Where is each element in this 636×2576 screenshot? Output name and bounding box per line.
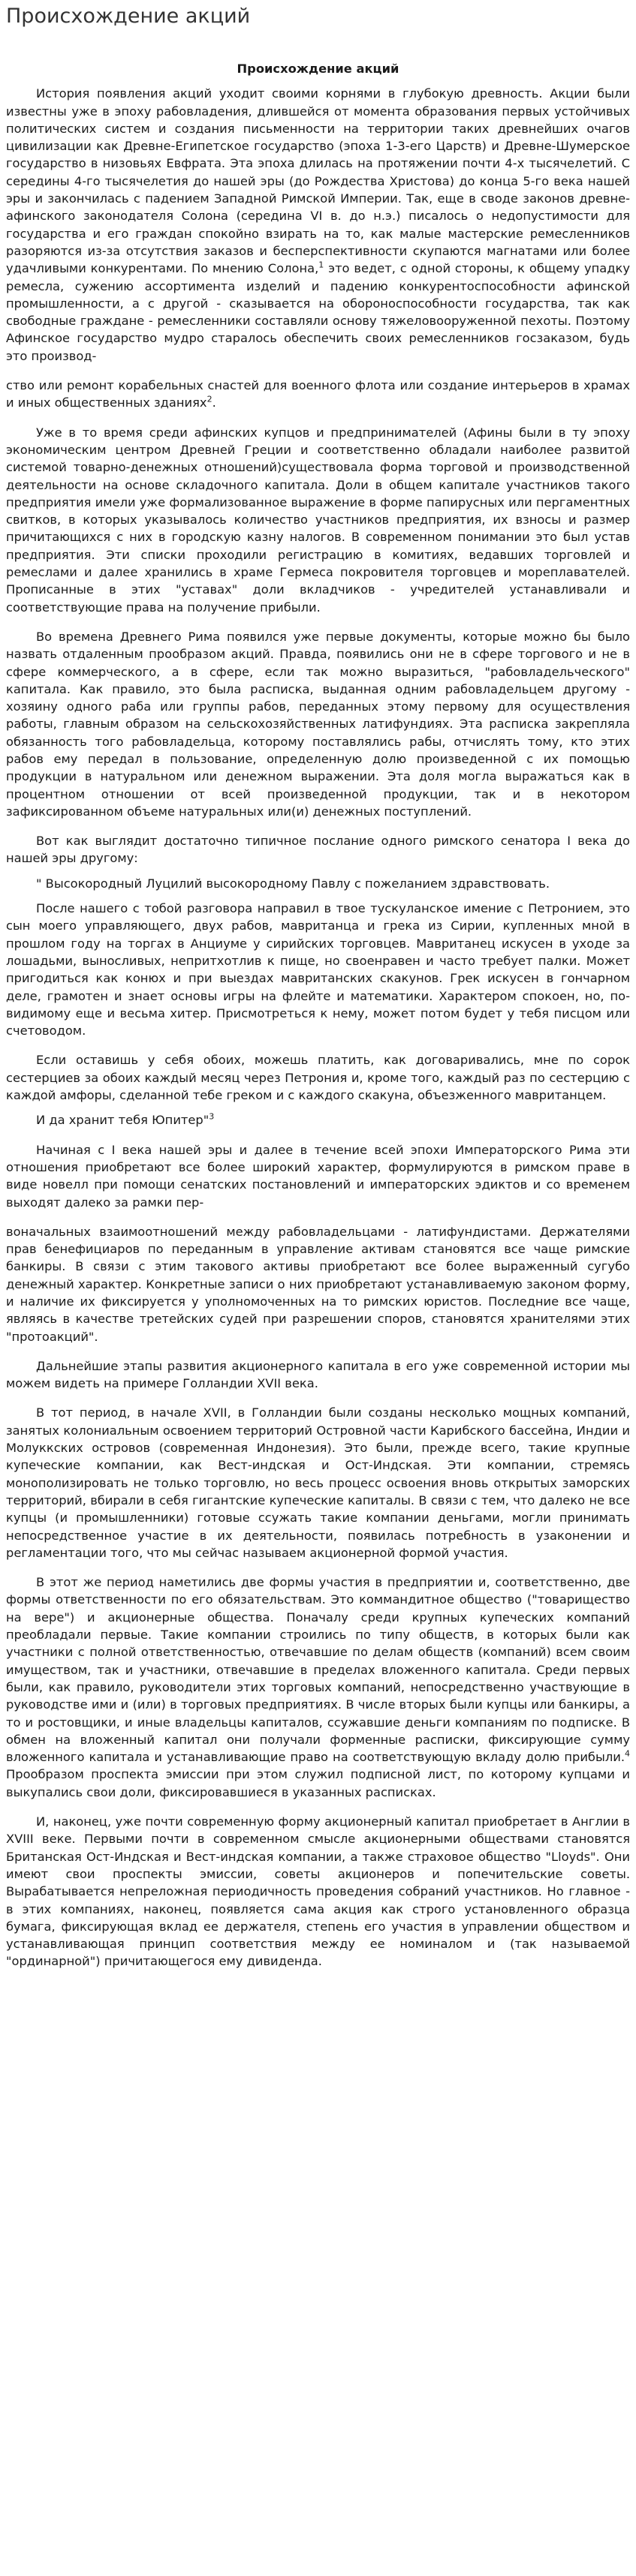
document-body xyxy=(0,39,636,2571)
page-heading: Происхождение акций xyxy=(6,5,251,28)
paragraph-letter-intro: Вот как выглядит достаточно типичное послание одного римского сенатора I века до нашей эры другому: xyxy=(6,834,630,866)
paragraph-intro: История появления акций уходит своими корнями в глубокую древность. Акции были известны уже в эпоху рабовладения, длившейся от момента образования первых устойчивых политических систем и создания письменности на территории таких древнейших очагов цивилизации как Древне-Египетское государство (эпоха 1-3-его Царств) и Древне-Шумерское государство в низовьях Евфрата. Эта эпоха длилась на протяжении почти 4-х тысячелетий. С середины 4-го тысячелетия до нашей эры (до Рождества Христова) до конца 5-го века нашей эры и закончилась с падением Западной Римской Империи. Так, еще в своде законов древне-афинского законодателя Солона (середина VI в. до н.э.) писалось о недопустимости для государства и его граждан спокойно взирать на то, как малые мастерские ремесленников разоряются из-за отсутствия заказов и бесперспективности скупаются магнатами или более удачливыми конкурентами. По мнению Солона,$^1$ это ведет, с одной стороны, к общему упадку ремесла, сужению ассортимента изделий и падению конкурентоспособности афинской промышленности, а с другой - сказывается на обороноспособности государства, так как свободные граждане - ремесленники составляли основу тяжеловооруженной пехоты. Поэтому Афинское государство мудро старалось обеспечить своих ремесленников госзаказом, будь это производ- xyxy=(6,86,630,363)
footnote-ref[interactable]: 3 xyxy=(209,1111,215,1122)
paragraph-partnership-forms: В этот же период наметились две формы участия в предприятии и, соответственно, две формы ответственности по его обязательствам. Это коммандитное общество ("товарищество на вере") и акционерные общества. Поначалу среди крупных купеческих компаний преобладали первые. Такие компании строились по типу обществ, в которых были как участники с полной ответственностью, отвечавшие по делам обществ (компаний) всем своим имуществом, так и участники, отвечавшие в пределах вложенного капитала. Среди первых были, как правило, руководители этих торговых компаний, непосредственно участвующие в руководстве ими и (или) в торговых предприятиях. В числе вторых были купцы или банкиры, а то и ростовщики, и иные владельцы капиталов, ссужавшие деньги компаниям по подписке. В обмен на вложенный капитал они получали форменные расписки, фиксирующие сумму вложенного капитала и устанавливающие право на соответствующую вкладу долю прибыли.$^4$ Прообразом проспекта эмиссии при этом служил подписной лист, по которому купцами и выкупались свои доли, фиксировавшиеся в указанных расписках. xyxy=(6,1575,630,1799)
paragraph-holland-companies: В тот период, в начале XVII, в Голландии были созданы несколько мощных компаний, занятых колониальным освоением территорий Островной части Карибского бассейна, Индии и Молуккских островов (современная Индонезия). Это были, прежде всего, такие крупные купеческие компании, как Вест-индская и Ост-Индская. Эти компании, стремясь монополизировать не только торговлю, но весь процесс освоения вновь открытых заморских территорий, вбирали в себя гигантские купеческие капиталы. В связи с тем, что далеко не все купцы (и промышленники) готовые ссужать такие компании деньгами, могли принимать непосредственное участие в их деятельности, появилась потребность в узаконении и регламентации того, что мы сейчас называем акционерной формой участия. xyxy=(6,1405,630,1560)
paragraph-rome: Во времена Древнего Рима появился уже первые документы, которые можно бы было назвать отдаленным прообразом акций. Правда, появились они не в сфере торгового и не в сфере коммерческого, а в сфере, если так можно выразиться, "рабовладельческого" капитала. Как правило, это была расписка, выданная одним рабовладельцем другому - хозяину одного раба или группы рабов, переданных этому первому для осуществления работы, главным образом на сельскохозяйственных латифундиях. Эта расписка закрепляла обязанность того рабовладельца, которому поставлялись рабы, отчислять тому, кто этих рабов ему передал в пользование, определенную долю произведенной с их помощью продукции в натуральном или денежном выражении. Эта доля могла выражаться как в процентном отношении от всей произведенной продукции, так и в некотором зафиксированном объеме натуральных или(и) денежных поступлений. xyxy=(6,629,630,819)
paragraph-roman-bankers: воначальных взаимоотношений между рабовладельцами - латифундистами. Держателями прав бенефициаров по переданным в управление активам становятся все чаще римские банкиры. В связи с этим такового активы приобретают все более выраженный сугубо денежный характер. Конкретные записи о них приобретают устанавливаемую законом форму, и наличие их фиксируется у уполномоченных на то римских юристов. Последние все чаще, являясь в качестве третейских судей при разрешении споров, становятся хранителями этих "протоакций". xyxy=(6,1224,630,1344)
paragraph-holland-intro: Дальнейшие этапы развития акционерного капитала в его уже современной истории мы можем видеть на примере Голландии XVII века. xyxy=(6,1358,630,1391)
paragraph-letter-closing: И да хранит тебя Юпитер"$^3$ xyxy=(36,1111,215,1128)
footnote-ref[interactable]: 1 xyxy=(318,260,324,270)
paragraph-athens: Уже в то время среди афинских купцов и предпринимателей (Афины были в ту эпоху экономическим центром Древней Греции и соответственно обладали наиболее развитой системой товарно-денежных отношений)существовала форма торговой и производственной деятельности на основе складочного капитала. Доли в общем капитале участников такого предприятия имели уже формализованное выражение в форме папирусных или пергаментных свитков, в которых указывалось количество участников предприятия, их взносы и размер причитающихся с них в городскую казну налогов. В современном понимании это был устав предприятия. Эти списки проходили регистрацию в комитиях, ведавших торговлей и ремеслами и далее хранились в храме Гермеса покровителя торговцев и мореплавателей. Прописанные в этих "уставах" доли вкладчиков - учредителей устанавливали и соответствующие права на получение прибыли. xyxy=(6,425,630,615)
paragraph-letter-terms: Если оставишь у себя обоих, можешь платить, как договаривались, мне по сорок сестерциев за обоих каждый месяц через Петрония и, кроме того, каждый раз по сестерцию с каждой амфоры, сделанной тебе греком и с каждого скакуна, объезженного мавританцем. xyxy=(6,1053,630,1103)
paragraph-letter-body: После нашего с тобой разговора направил в твое тускуланское имение с Петронием, это сын моего управляющего, двух рабов, мавританца и грека из Сирии, купленных мной в прошлом году на торгах в Анциуме у сирийских торговцев. Мавританец искусен в уходе за лошадьми, выносливых, непритхотлив к пище, но своенравен и часто требует палки. Может пригодиться как конюх и при выездах мавританских скакунов. Грек искусен в гончарном деле, грамотен и знает основы игры на флейте и математики. Характером спокоен, но, по-видимому еще и весьма хитер. Присмотреться к нему, может потом будет у тебя писцом или счетоводом. xyxy=(6,901,630,1039)
document-title: Происхождение акций xyxy=(237,62,399,76)
footnote-ref[interactable]: 4 xyxy=(625,1748,630,1759)
paragraph-continuation: ство или ремонт корабельных снастей для военного флота или создание интерьеров в храмах и иных общественных зданиях$^2$. xyxy=(6,378,630,410)
paragraph-letter-greeting: " Высокородный Луцилий высокородному Павлу с пожеланием здравствовать. xyxy=(36,876,550,891)
paragraph-england: И, наконец, уже почти современную форму акционерный капитал приобретает в Англии в XVIII веке. Первыми почти в современном смысле акционерными обществами становятся Британская Ост-Индская и Вест-индская компании, а также страховое общество "Lloyds". Они имеют свои проспекты эмиссии, советы акционеров и попечительские советы. Вырабатывается непреложная периодичность проведения собраний участников. Но главное - в этих компаниях, наконец, появляется сама акция как строго установленного образца бумага, фиксирующая вклад ее держателя, степень его участия в управлении обществом и устанавливающая принцип соответствия между ее номиналом и (так называемой "ординарной") причитающегося ему дивиденда. xyxy=(6,1814,630,1969)
paragraph-imperial-rome: Начиная с I века нашей эры и далее в течение всей эпохи Императорского Рима эти отношения приобретают все более широкий характер, формулируются в римском праве в виде новелл при помощи сенатских постановлений и императорских эдиктов и со временем выходят далеко за рамки пер- xyxy=(6,1142,630,1210)
footnote-ref[interactable]: 2 xyxy=(206,394,213,404)
